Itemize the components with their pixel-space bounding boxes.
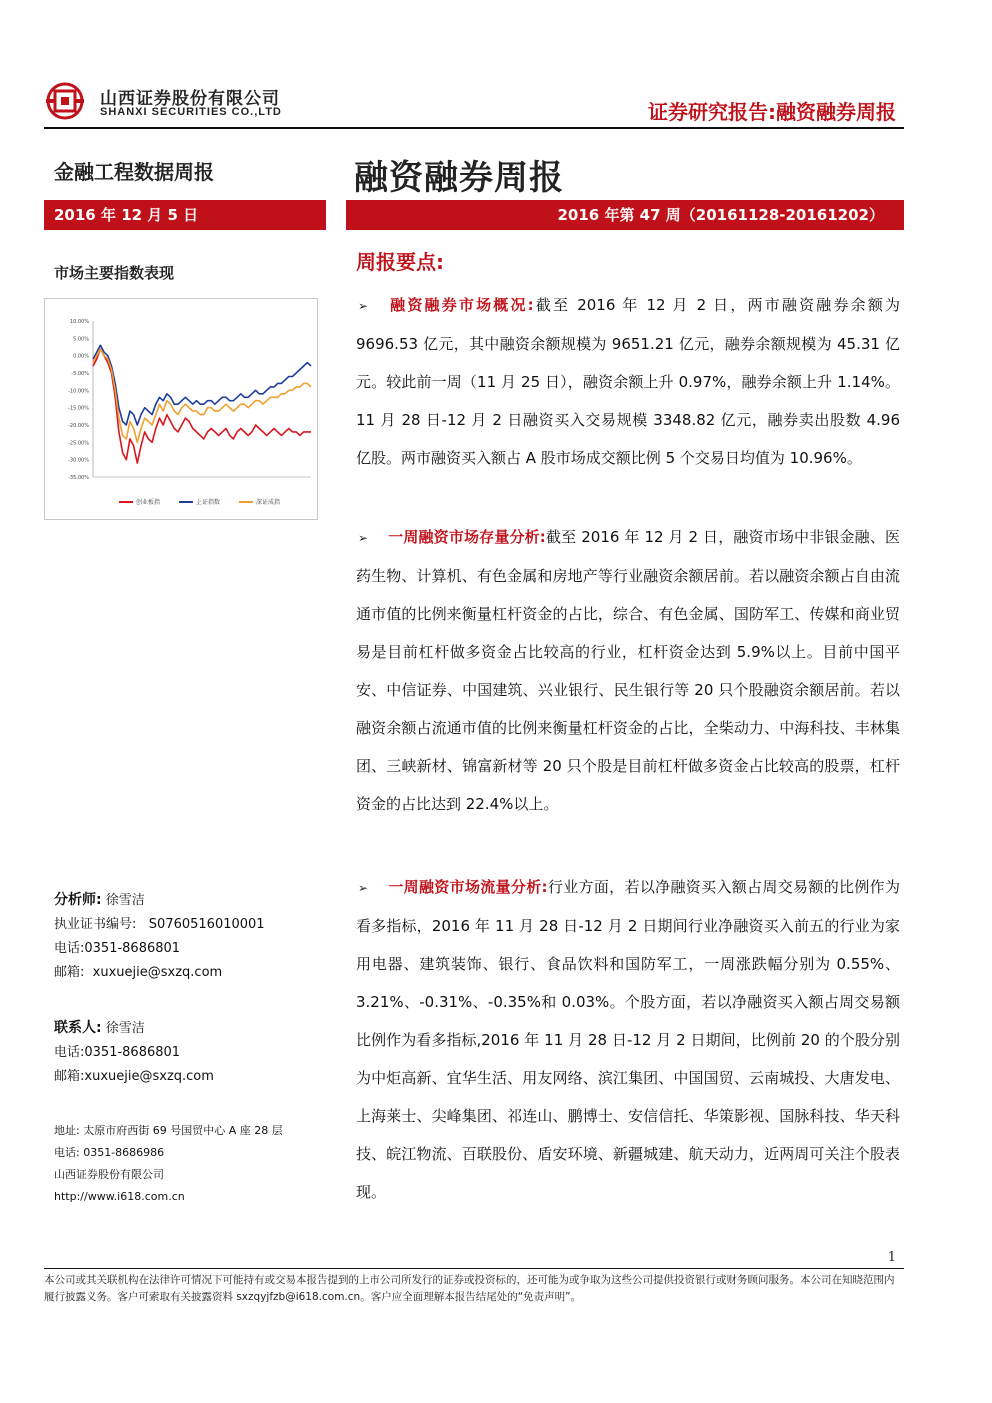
highlight-item-stock-analysis	[356, 518, 900, 823]
contact-phone: 0351-8686801	[84, 1045, 181, 1060]
address-company: 山西证券股份有限公司	[54, 1168, 164, 1181]
analyst-name: 徐雪洁	[105, 893, 145, 908]
y-tick-label: -35.00%	[68, 475, 89, 481]
chart-section-title: 市场主要指数表现	[54, 264, 175, 282]
legend-label: 深证成指	[256, 499, 281, 506]
y-tick-label: 0.00%	[73, 353, 89, 360]
contact-label: 联系人:	[54, 1020, 102, 1036]
market-index-chart	[44, 298, 318, 520]
highlights-title: 周报要点:	[356, 250, 444, 274]
disclaimer-text: 本公司或其关联机构在法律许可情况下可能持有或交易本报告提到的上市公司所发行的证券或投资标的，还可能为或争取为这些公司提供投资银行或财务顾问服务。本公司在知晓范围内履行披露义务。客户可索取有关披露资料 sxzqyjfzb@i618.com.cn。客户应全面理解本报告结尾处的“免责声明”。	[44, 1274, 895, 1303]
website-link[interactable]: http://www.i618.com.cn	[54, 1190, 185, 1203]
contact-email-label: 邮箱:	[54, 1069, 85, 1084]
report-date: 2016 年 12 月 5 日	[54, 206, 199, 224]
address-block	[54, 1120, 283, 1208]
y-tick-label: -10.00%	[68, 388, 89, 395]
company-name-cn: 山西证券股份有限公司	[100, 89, 280, 109]
contact-email: xuxuejie@sxzq.com	[84, 1069, 214, 1084]
week-range: 2016 年第 47 周（20161128-20161202）	[557, 206, 884, 224]
address-phone: 电话: 0351-8686986	[54, 1146, 165, 1159]
analyst-email-label: 邮箱:	[54, 965, 85, 980]
header-divider	[44, 127, 904, 129]
address-line: 地址: 太原市府西街 69 号国贸中心 A 座 28 层	[54, 1124, 283, 1137]
highlight-item-overview	[356, 286, 900, 477]
arrow-bullet-icon: ➢	[358, 881, 369, 895]
analyst-phone: 0351-8686801	[84, 941, 181, 956]
contact-block	[54, 1016, 214, 1089]
main-title: 融资融券周报	[354, 158, 564, 198]
y-tick-label: -25.00%	[68, 440, 89, 447]
market-index-chart-svg	[45, 299, 317, 519]
analyst-label: 分析师:	[54, 892, 102, 908]
cert-number: S0760516010001	[148, 917, 265, 932]
analyst-block	[54, 888, 265, 985]
contact-phone-label: 电话:	[54, 1045, 85, 1060]
y-tick-label: -20.00%	[68, 423, 89, 429]
report-type-title: 证券研究报告:融资融券周报	[648, 100, 896, 124]
highlight-lead: 一周融资市场流量分析:	[388, 878, 548, 896]
cert-label: 执业证书编号:	[54, 917, 137, 932]
y-tick-label: -30.00%	[68, 457, 89, 464]
y-tick-label: -15.00%	[68, 405, 89, 412]
series-title: 金融工程数据周报	[54, 160, 214, 184]
y-tick-label: 10.00%	[69, 319, 89, 325]
analyst-email: xuxuejie@sxzq.com	[92, 965, 223, 980]
contact-name: 徐雪洁	[105, 1021, 145, 1036]
y-tick-label: -5.00%	[71, 371, 89, 377]
series-line-2	[93, 349, 311, 443]
page-number: 1	[887, 1250, 896, 1265]
analyst-phone-label: 电话:	[54, 941, 85, 956]
company-name-en: SHANXI SECURITIES CO.,LTD	[100, 106, 282, 118]
highlight-lead: 一周融资市场存量分析:	[388, 528, 546, 546]
highlight-text: 截至 2016 年 12 月 2 日，融资市场中非银金融、医药生物、计算机、有色金属和房地产等行业融资余额居前。若以融资余额占自由流通市值的比例来衡量杠杆资金的占比，综合、有色金属、国防军工、传媒和商业贸易是目前杠杆做多资金占比较高的行业，杠杆资金达到 5.9%以上。目前中国平安、中信证券、中国建筑、兴业银行、民生银行等 20 只个股融资余额居前。若以融资余额占流通市值的比例来衡量杠杆资金的占比，全柴动力、中海科技、丰林集团、三峡新材、锦富新材等 20 只个股是目前杠杆做多资金占比较高的股票，杠杆资金的占比达到 22.4%以上。	[356, 528, 901, 813]
highlight-text: 行业方面，若以净融资买入额占周交易额的比例作为看多指标，2016 年 11 月 28 日-12 月 2 日期间行业净融资买入前五的行业为家用电器、建筑装饰、银行、食品饮料和国防军工，一周涨跌幅分别为 0.55%、3.21%、-0.31%、-0.35%和 0.03%。个股方面，若以净融资买入额占周交易额比例作为看多指标,2016 年 11 月 28 日-12 月 2 日期间，比例前 20 的个股分别为中炬高新、宜华生活、用友网络、滨江集团、中国国贸、云南城投、大唐发电、上海莱士、尖峰集团、祁连山、鹏博士、安信信托、华策影视、国脉科技、华天科技、皖江物流、百联股份、盾安环境、新疆城建、航天动力，近两周可关注个股表现。	[356, 878, 900, 1201]
legend-label: 创业板指	[136, 499, 161, 506]
y-tick-label: 5.00%	[73, 336, 89, 343]
arrow-bullet-icon: ➢	[358, 299, 369, 313]
highlight-lead: 融资融券市场概况:	[388, 296, 534, 314]
highlight-text: 截至 2016 年 12 月 2 日，两市融资融券余额为 9696.53 亿元，其中融资余额规模为 9651.21 亿元，融券余额规模为 45.31 亿元。较此前一周（11 月 25 日），融资余额上升 0.97%，融券余额上升 1.14%。11 月 28 日-12 月 2 日融资买入交易规模 3348.82 亿元，融券卖出股数 4.96 亿股。两市融资买入额占 A 股市场成交额比例 5 个交易日均值为 10.96%。	[356, 296, 901, 467]
report-date-bar	[44, 200, 326, 230]
arrow-bullet-icon: ➢	[358, 531, 369, 545]
company-logo-icon	[44, 82, 86, 120]
highlight-item-flow-analysis	[356, 868, 900, 1211]
series-line-1	[93, 345, 311, 425]
footer-divider	[44, 1268, 904, 1269]
legend-label: 上证指数	[196, 499, 221, 506]
series-line-0	[93, 349, 311, 463]
week-bar	[346, 200, 904, 230]
